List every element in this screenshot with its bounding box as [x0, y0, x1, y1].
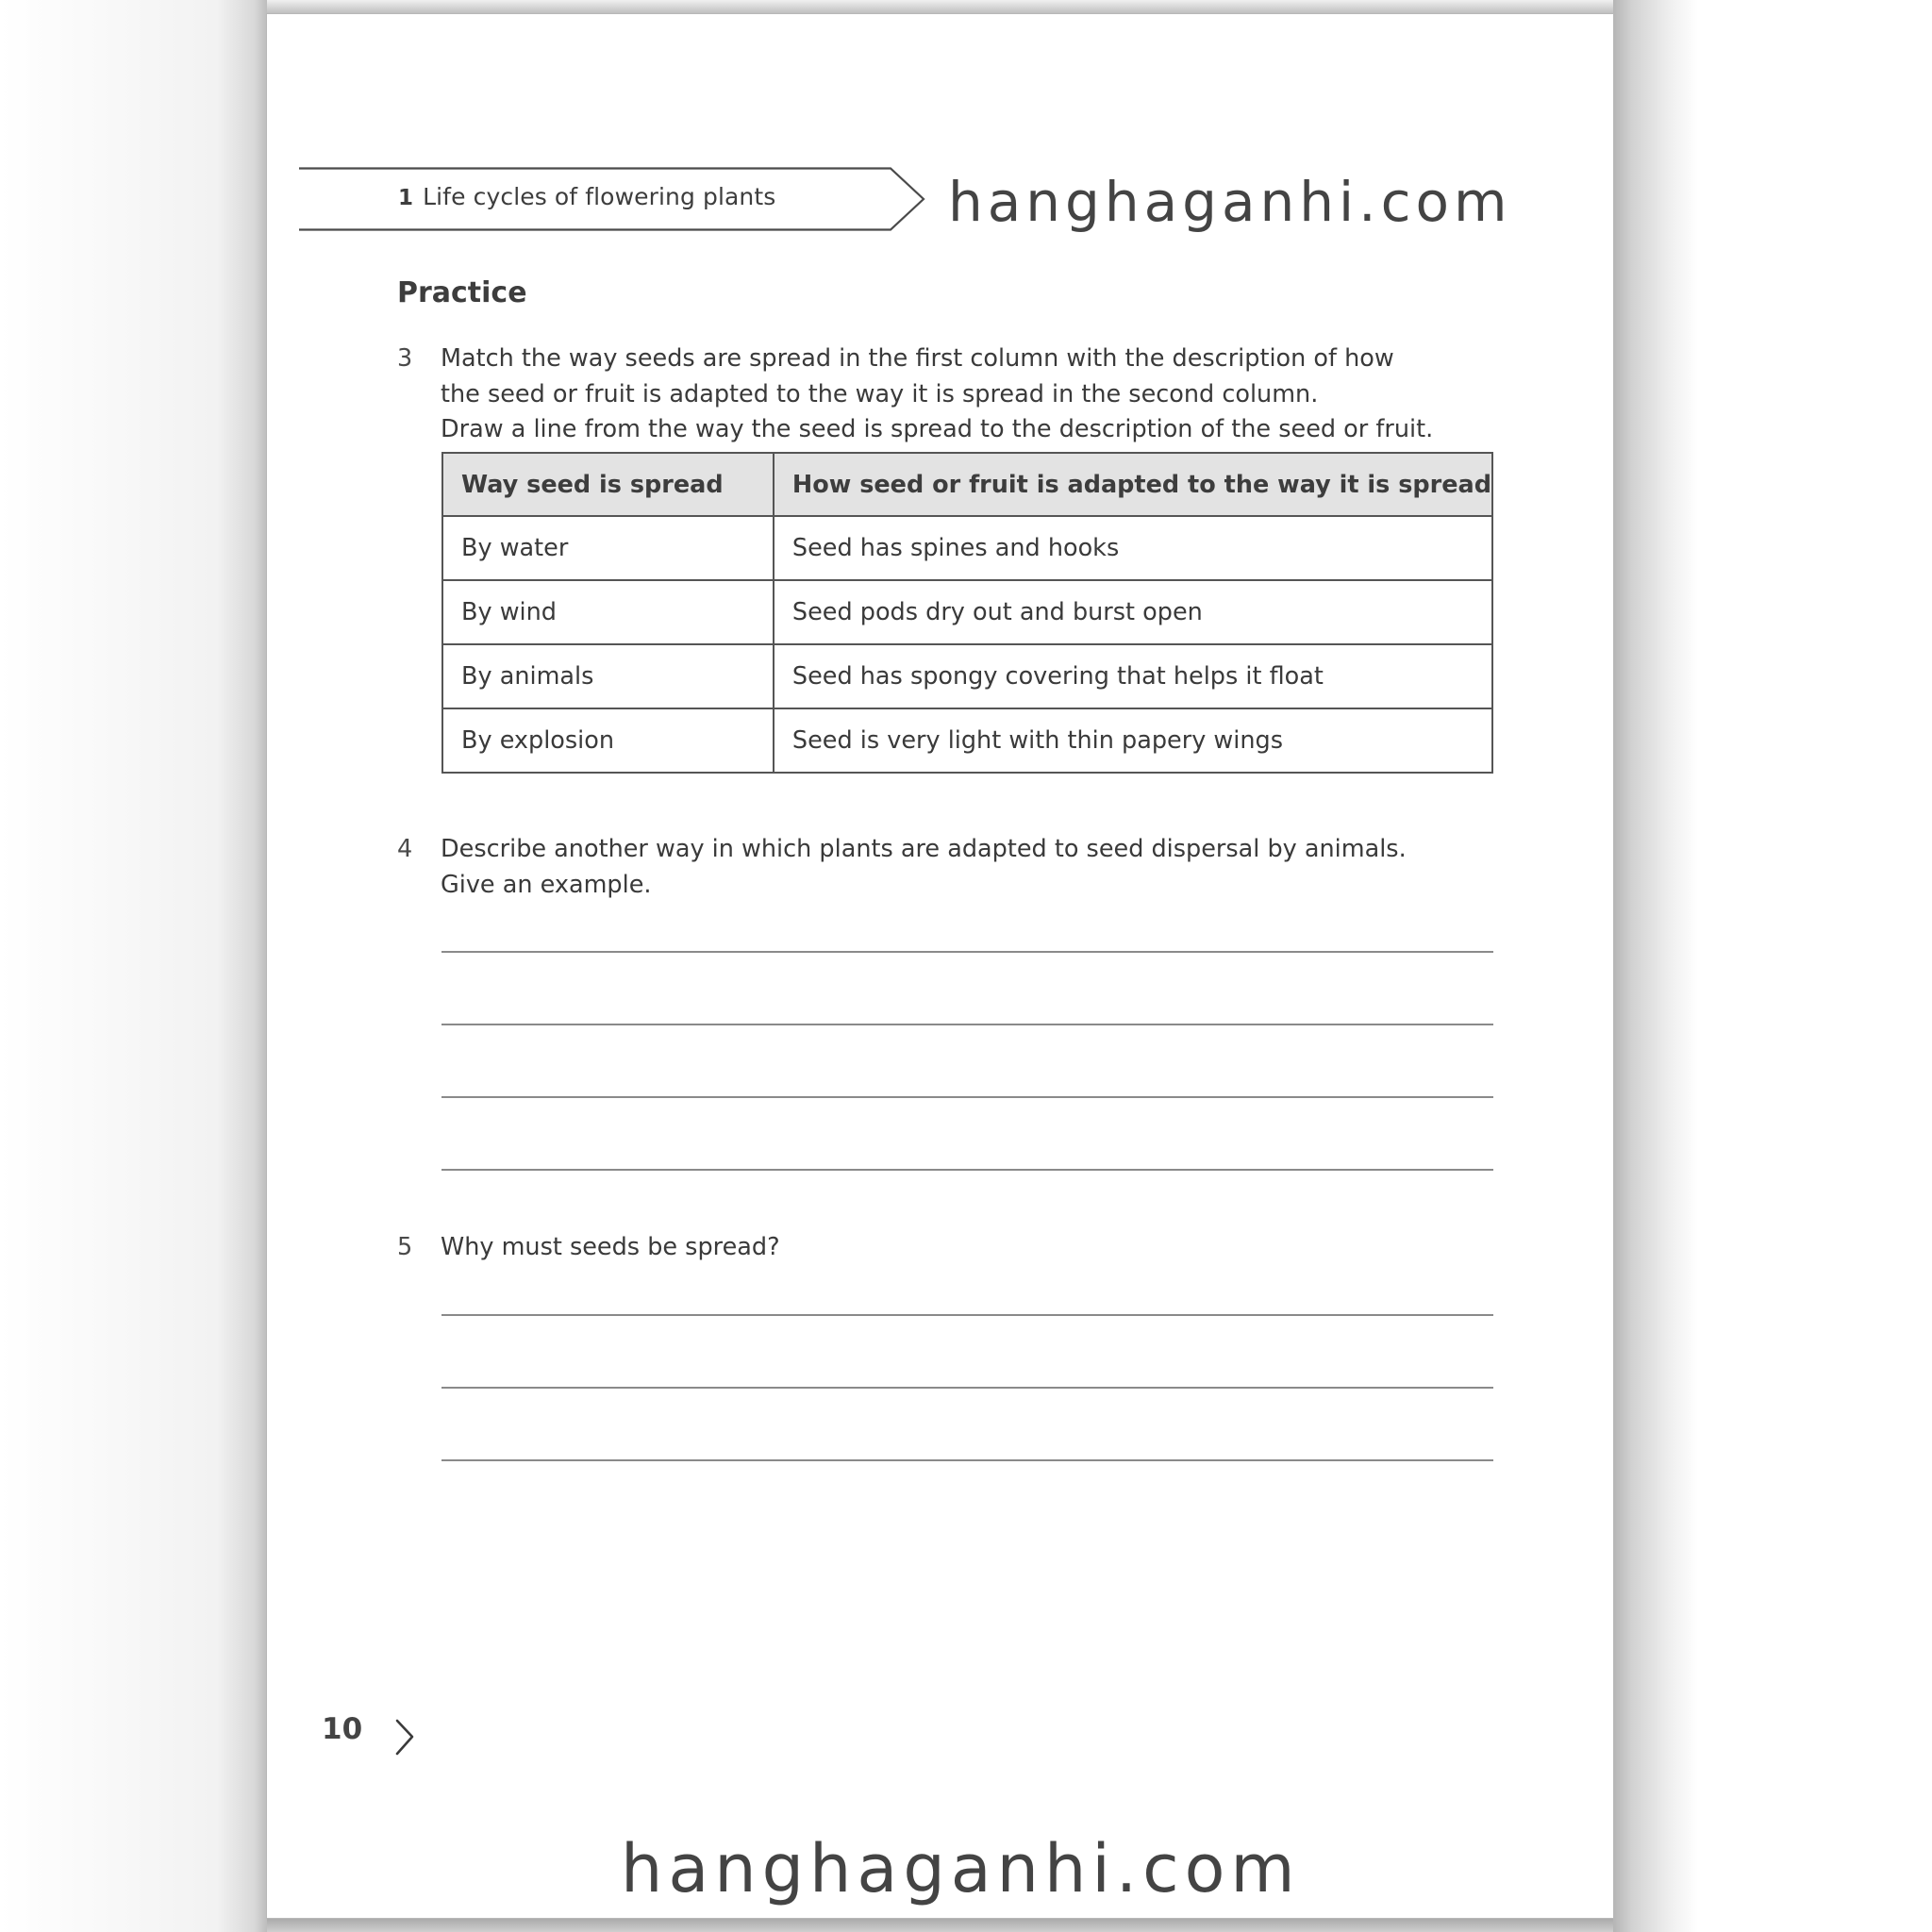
question-number: 4 [397, 835, 413, 863]
page-top-shadow [267, 0, 1613, 14]
table-row [442, 580, 1492, 644]
question-line: Give an example. [441, 870, 652, 899]
question-text [441, 1230, 780, 1266]
workbook-page [267, 14, 1613, 1918]
question-line: Describe another way in which plants are adapted to seed dispersal by animals. [441, 835, 1407, 863]
way-spread-cell[interactable]: By animals [442, 644, 774, 708]
answer-line-q4-4[interactable] [441, 1169, 1493, 1171]
chapter-number: 1 [398, 186, 414, 210]
adaptation-cell[interactable]: Seed pods dry out and burst open [774, 580, 1492, 644]
table-row [442, 516, 1492, 580]
way-spread-cell[interactable]: By water [442, 516, 774, 580]
question-text [441, 832, 1407, 903]
watermark-bottom: hanghaganhi.com [621, 1830, 1301, 1907]
question-line: Why must seeds be spread? [441, 1233, 780, 1261]
section-heading: Practice [397, 276, 527, 309]
adaptation-cell[interactable]: Seed has spongy covering that helps it float [774, 644, 1492, 708]
chapter-title [398, 183, 775, 210]
answer-line-q5-3[interactable] [441, 1459, 1493, 1461]
question-number: 5 [397, 1233, 413, 1261]
answer-line-q5-2[interactable] [441, 1387, 1493, 1389]
page-number: 10 [322, 1712, 363, 1746]
column-header-adaptation: How seed or fruit is adapted to the way it is spread [774, 453, 1492, 516]
question-line: Draw a line from the way the seed is spread to the description of the seed or fruit. [441, 415, 1434, 443]
way-spread-cell[interactable]: By wind [442, 580, 774, 644]
watermark-top: hanghaganhi.com [948, 170, 1512, 234]
answer-line-q4-2[interactable] [441, 1024, 1493, 1025]
column-header-way-spread: Way seed is spread [442, 453, 774, 516]
question-line: the seed or fruit is adapted to the way it is spread in the second column. [441, 379, 1319, 408]
table-header-row [442, 453, 1492, 516]
table-row [442, 644, 1492, 708]
chapter-banner [299, 167, 925, 230]
matching-table [441, 452, 1493, 774]
table-row [442, 708, 1492, 773]
way-spread-cell[interactable]: By explosion [442, 708, 774, 773]
answer-line-q5-1[interactable] [441, 1314, 1493, 1316]
question-number: 3 [397, 344, 413, 373]
answer-line-q4-3[interactable] [441, 1096, 1493, 1098]
adaptation-cell[interactable]: Seed has spines and hooks [774, 516, 1492, 580]
page-bottom-shadow [267, 1918, 1613, 1932]
adaptation-cell[interactable]: Seed is very light with thin papery wings [774, 708, 1492, 773]
question-text [441, 341, 1433, 448]
chevron-right-icon [394, 1719, 417, 1757]
question-line: Match the way seeds are spread in the first column with the description of how [441, 344, 1394, 373]
answer-line-q4-1[interactable] [441, 951, 1493, 953]
chapter-title-text: Life cycles of flowering plants [423, 183, 776, 210]
